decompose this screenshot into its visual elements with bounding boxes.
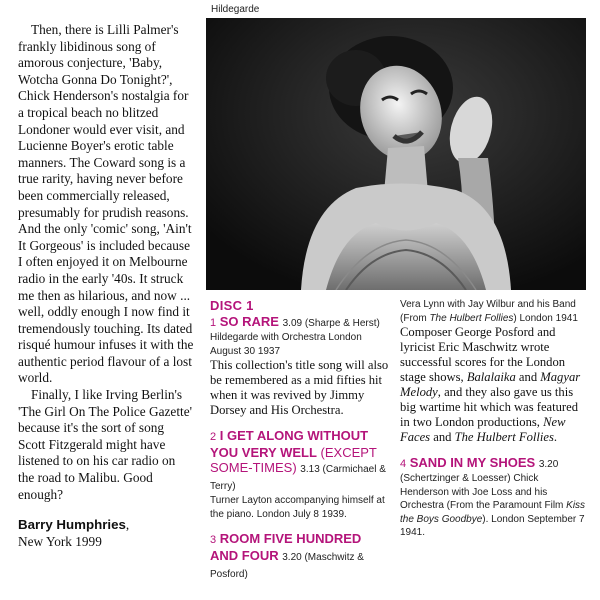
signature-place: New York 1999	[18, 533, 102, 549]
track-3-credit-suffix: ) London 1941	[513, 312, 578, 324]
track-4-meta: 3.20	[538, 459, 559, 470]
desc-italic-hulbert-follies: The Hulbert Follies	[454, 430, 554, 444]
track-3-credit-prefix: Vera Lynn with Jay Wilbur and his Band (From	[400, 299, 576, 324]
disc-label: DISC 1	[210, 298, 254, 313]
track-2-title: I GET ALONG WITHOUT YOU VERY WELL	[210, 428, 369, 460]
track-3-title: ROOM FIVE HUNDRED AND FOUR	[210, 531, 362, 563]
desc-italic-magyar-melody: Magyar Melody	[400, 370, 581, 399]
tracklist-column-1	[210, 298, 390, 582]
track-4-number: 4	[400, 458, 407, 470]
track-1-heading	[210, 314, 390, 331]
signature-name: Barry Humphries	[18, 517, 126, 533]
desc-italic-balalaika: Balalaika	[466, 370, 516, 384]
track-3-credit-film: The Hulbert Follies	[429, 312, 514, 324]
track-4-credit-suffix: ). London September 7 1941.	[400, 513, 585, 538]
track-3-description	[400, 325, 588, 445]
track-1-title: SO RARE	[219, 314, 279, 329]
signature-comma: ,	[125, 517, 130, 533]
track-2-credit: Turner Layton accompanying himself at the piano. London July 8 1939.	[210, 495, 385, 520]
desc-and-2: and	[430, 430, 455, 444]
desc-text-2: , and they also gave us this big wartime hit which was featured in two London productions,	[400, 385, 579, 429]
track-3-number: 3	[210, 534, 217, 546]
hildegarde-photo	[206, 18, 586, 290]
track-2-meta: 3.13 (Carmichael & Terry)	[210, 464, 386, 492]
photo-caption: Hildegarde	[211, 4, 260, 15]
desc-text-1: Composer George Posford and lyricist Eric Maschwitz wrote successful scores for the London stage shows,	[400, 325, 566, 384]
track-2-subtitle: (EXCEPT SOME-TIMES)	[210, 445, 377, 475]
desc-and-1: and	[515, 370, 541, 384]
track-3-heading	[210, 531, 390, 582]
track-4-credit-prefix: (Schertzinger & Loesser) Chick Henderson with Joe Loss and his Orchestra (From the Paramount Film	[400, 473, 567, 511]
track-4-credit	[400, 472, 588, 540]
track-1-description: This collection's title song will also be remembered as a mid fifties hit when it was revived by Jimmy Dorsey and His Orchestra.	[210, 358, 389, 417]
track-1-meta: 3.09 (Sharpe & Herst)	[282, 318, 380, 329]
desc-italic-new-faces: New Faces	[400, 415, 566, 444]
track-4-credit-film: Kiss the Boys Goodbye	[400, 500, 586, 525]
track-1-credit: Hildegarde with Orchestra London August 30 1937	[210, 332, 362, 357]
essay-column	[18, 22, 194, 550]
track-4-heading	[400, 455, 588, 472]
track-4-title: SAND IN MY SHOES	[409, 455, 536, 470]
signature	[18, 517, 194, 550]
track-3-credit	[400, 298, 588, 325]
essay-paragraph-2: Finally, I like Irving Berlin's 'The Girl On The Police Gazette' because it's the sort of song Scott Fitzgerald might have listened to on his car radio on the road to Malibu. Good enough?	[18, 387, 193, 502]
essay-paragraph-1: Then, there is Lilli Palmer's frankly libidinous song of amorous conjecture, 'Baby, Wotcha Gonna Do Tonight?', Chick Henderson's nostalgia for a tropical beach no blitzed Londoner would ever visit, and Lucienne Boyer's erotic table manners. The Coward song is a true rarity, having never before been commercially released, presumably for prudish reasons. And the only 'comic' song, 'Ain't It Gorgeous' is included because I often enjoyed it on Melbourne radio in the early '40s. It struck me then as hilarious, and now ... well, oddly enough I now find it tremendously touching. Its dated risqué humour infuses it with the authentic period flavour of a lost world.	[18, 22, 194, 386]
portrait-illustration	[206, 18, 586, 290]
tracklist-column-2	[400, 298, 588, 540]
track-1-number: 1	[210, 317, 217, 329]
track-2-heading	[210, 428, 390, 494]
track-2-number: 2	[210, 431, 217, 443]
desc-end: .	[553, 430, 558, 444]
track-3-meta: 3.20 (Maschwitz & Posford)	[210, 552, 364, 580]
